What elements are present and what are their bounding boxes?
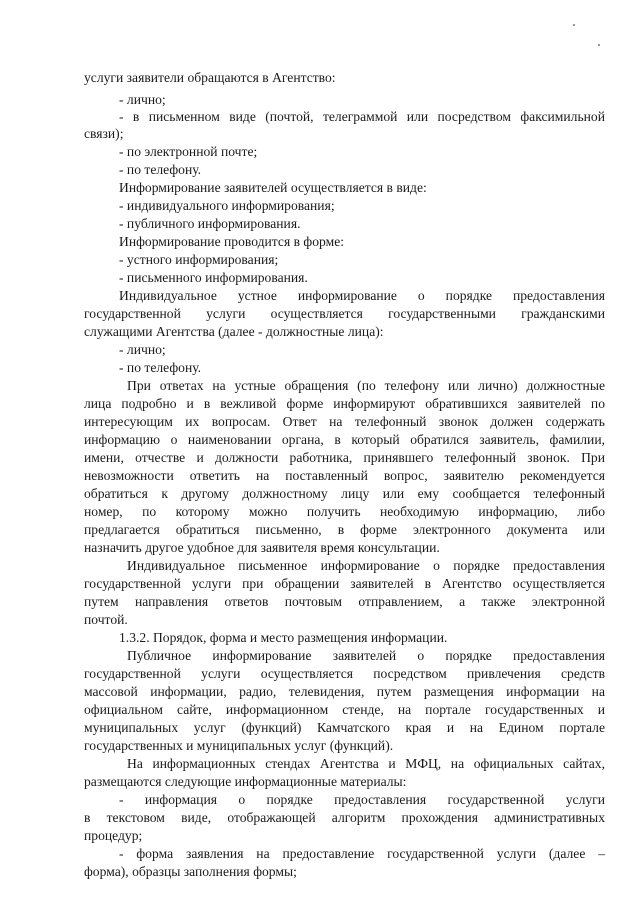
paragraph-line: обратиться к другому должностному лицу или ему сообщается телефонный [84, 486, 605, 501]
list-item: - информация о порядке предоставления государственной услуги [119, 792, 605, 807]
paragraph-line: Информирование заявителей осуществляется в виде: [119, 180, 427, 195]
paragraph-line: служащими Агентства (далее - должностные лица): [84, 324, 384, 339]
paragraph-line: интересующим их вопросам. Ответ на телефонный звонок должен содержать [84, 414, 605, 429]
list-item: - по электронной почте; [119, 144, 258, 159]
paragraph-line: муниципальных услуг (функций) Камчатского края и на Едином портале [84, 720, 605, 735]
paragraph-line: процедур; [84, 828, 143, 843]
paragraph-line: форма), образцы заполнения формы; [84, 864, 297, 879]
paragraph-line: почтой. [84, 612, 128, 627]
text-line: услуги заявители обращаются в Агентство: [84, 70, 336, 85]
paragraph-line: размещаются следующие информационные материалы: [84, 774, 407, 789]
paragraph-line: На информационных стендах Агентства и МФЦ, на официальных сайтах, [127, 756, 605, 771]
scan-speck [573, 24, 575, 26]
section-heading: 1.3.2. Порядок, форма и место размещения информации. [119, 630, 448, 645]
paragraph-line: номер, по которому можно получить необходимую информацию, либо [84, 504, 605, 519]
paragraph-line: государственных и муниципальных услуг (функций). [84, 738, 394, 753]
list-item: - письменного информирования. [119, 270, 308, 285]
paragraph-line: При ответах на устные обращения (по телефону или лично) должностные [127, 378, 605, 393]
paragraph-line: предлагается обратиться письменно, в форме электронного документа или [84, 522, 605, 537]
list-item: - публичного информирования. [119, 216, 301, 231]
paragraph-line: информацию о наименовании органа, в который обратился заявитель, фамилии, [84, 432, 605, 447]
paragraph-line: путем направления ответов почтовым отправлением, а также электронной [84, 594, 605, 609]
list-item: - по телефону. [119, 360, 202, 375]
paragraph-line: лица подробно и в вежливой форме информируют обратившихся заявителей по [84, 396, 605, 411]
paragraph-line: в текстовом виде, отображающей алгоритм прохождения административных [84, 810, 605, 825]
list-item: - лично; [119, 342, 166, 357]
list-item: - индивидуального информирования; [119, 198, 335, 213]
paragraph-line: Информирование проводится в форме: [119, 234, 345, 249]
paragraph-line: невозможности ответить на поставленный вопрос, заявителю рекомендуется [84, 468, 605, 483]
paragraph-line: государственной услуги осуществляется государственными гражданскими [84, 306, 605, 321]
paragraph-line: государственной услуги осуществляется посредством привлечения средств [84, 666, 605, 681]
paragraph-line: официальном сайте, информационном стенде, на портале государственных и [84, 702, 605, 717]
paragraph-line: Индивидуальное устное информирование о порядке предоставления [119, 288, 605, 303]
paragraph-line: Публичное информирование заявителей о порядке предоставления [127, 648, 605, 663]
paragraph-line: Индивидуальное письменное информирование о порядке предоставления [127, 558, 605, 573]
text-line: связи); [84, 126, 124, 141]
list-item: - по телефону. [119, 162, 202, 177]
paragraph-line: государственной услуги при обращении заявителей в Агентство осуществляется [84, 576, 605, 591]
list-item: - форма заявления на предоставление государственной услуги (далее – [119, 846, 605, 861]
scan-speck [598, 44, 600, 46]
paragraph-line: назначить другое удобное для заявителя время консультации. [84, 540, 440, 555]
list-item: - в письменном виде (почтой, телеграммой или посредством факсимильной [119, 109, 605, 124]
list-item: - лично; [119, 92, 166, 107]
paragraph-line: массовой информации, радио, телевидения, путем размещения информации на [84, 684, 605, 699]
list-item: - устного информирования; [119, 252, 279, 267]
paragraph-line: имени, отчестве и должности работника, принявшего телефонный звонок. При [84, 450, 605, 465]
